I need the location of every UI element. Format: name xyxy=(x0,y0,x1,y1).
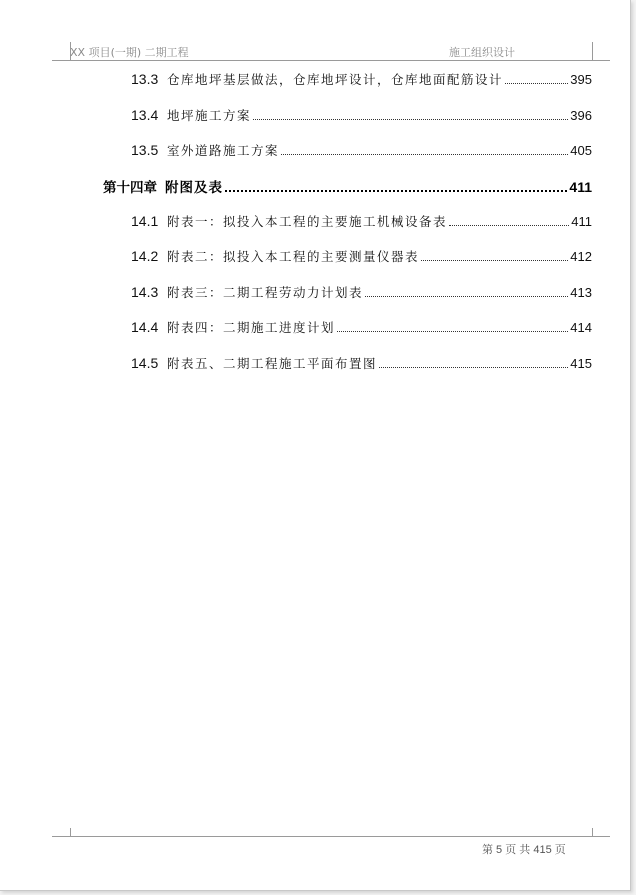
toc-entry-title: 附表五、二期工程施工平面布置图 xyxy=(167,356,378,371)
toc-entry-number: 13.5 xyxy=(131,142,159,158)
crop-mark-top-right-h xyxy=(592,60,610,61)
toc-entry-page: 411 xyxy=(571,214,592,229)
toc-dot-leader xyxy=(253,118,568,120)
toc-entry-number: 14.1 xyxy=(131,213,159,229)
toc-entry[interactable] xyxy=(131,283,592,301)
toc-entry-title: 附表四：二期施工进度计划 xyxy=(167,320,336,335)
toc-dot-leader xyxy=(379,366,568,368)
toc-dot-leader xyxy=(281,153,568,155)
toc-entry-page: 412 xyxy=(570,249,592,264)
crop-mark-top-left-h xyxy=(52,60,70,61)
toc-entry-number: 13.3 xyxy=(131,71,159,87)
toc-dot-leader xyxy=(505,82,568,84)
toc-entry-title: 室外道路施工方案 xyxy=(167,143,280,158)
crop-mark-bottom-right-v xyxy=(592,828,593,836)
toc-entry-title: 附表二：拟投入本工程的主要测量仪器表 xyxy=(167,249,420,264)
footer-divider xyxy=(70,836,592,837)
toc-entry-page: 395 xyxy=(570,72,592,87)
crop-mark-bottom-right-h xyxy=(592,836,610,837)
crop-mark-top-right-v xyxy=(592,42,593,60)
toc-chapter-number: 第十四章 xyxy=(103,180,157,196)
toc-entry-number: 14.4 xyxy=(131,319,159,335)
toc-entry-title: 附表一：拟投入本工程的主要施工机械设备表 xyxy=(167,214,448,229)
toc-entry[interactable] xyxy=(131,212,592,230)
toc-entry-number: 14.2 xyxy=(131,248,159,264)
toc-chapter-title: 附图及表 xyxy=(165,180,223,196)
toc-dot-leader xyxy=(421,259,568,261)
toc-entry-page: 415 xyxy=(570,356,592,371)
toc-entry-page: 396 xyxy=(570,108,592,123)
toc-entry-page: 414 xyxy=(570,320,592,335)
crop-mark-bottom-left-h xyxy=(52,836,70,837)
toc-entry-number: 14.5 xyxy=(131,355,159,371)
crop-mark-bottom-left-v xyxy=(70,828,71,836)
toc-entry[interactable] xyxy=(131,247,592,265)
toc-dot-leader xyxy=(449,224,569,226)
toc-entry-title: 仓库地坪基层做法，仓库地坪设计，仓库地面配筋设计 xyxy=(167,72,504,87)
toc-dot-leader xyxy=(225,189,567,192)
header-document-title: 施工组织设计 xyxy=(449,46,515,59)
toc-chapter-page: 411 xyxy=(569,179,592,195)
header-project-name: XX 项目(一期) 二期工程 xyxy=(70,46,189,59)
toc-entry-page: 405 xyxy=(570,143,592,158)
toc-entry[interactable] xyxy=(131,106,592,124)
toc-entry[interactable] xyxy=(131,141,592,159)
toc-entry-title: 地坪施工方案 xyxy=(167,108,252,123)
toc-entry-number: 13.4 xyxy=(131,107,159,123)
toc-entry-number: 14.3 xyxy=(131,284,159,300)
toc-entry[interactable] xyxy=(131,70,592,88)
toc-chapter-entry[interactable] xyxy=(103,176,592,196)
header-divider xyxy=(70,60,592,61)
toc-dot-leader xyxy=(337,330,568,332)
toc-entry-page: 413 xyxy=(570,285,592,300)
toc-entry[interactable] xyxy=(131,318,592,336)
toc-entry-title: 附表三：二期工程劳动力计划表 xyxy=(167,285,364,300)
page-number-footer: 第 5 页 共 415 页 xyxy=(482,844,566,856)
toc-entry[interactable] xyxy=(131,354,592,372)
toc-dot-leader xyxy=(365,295,568,297)
